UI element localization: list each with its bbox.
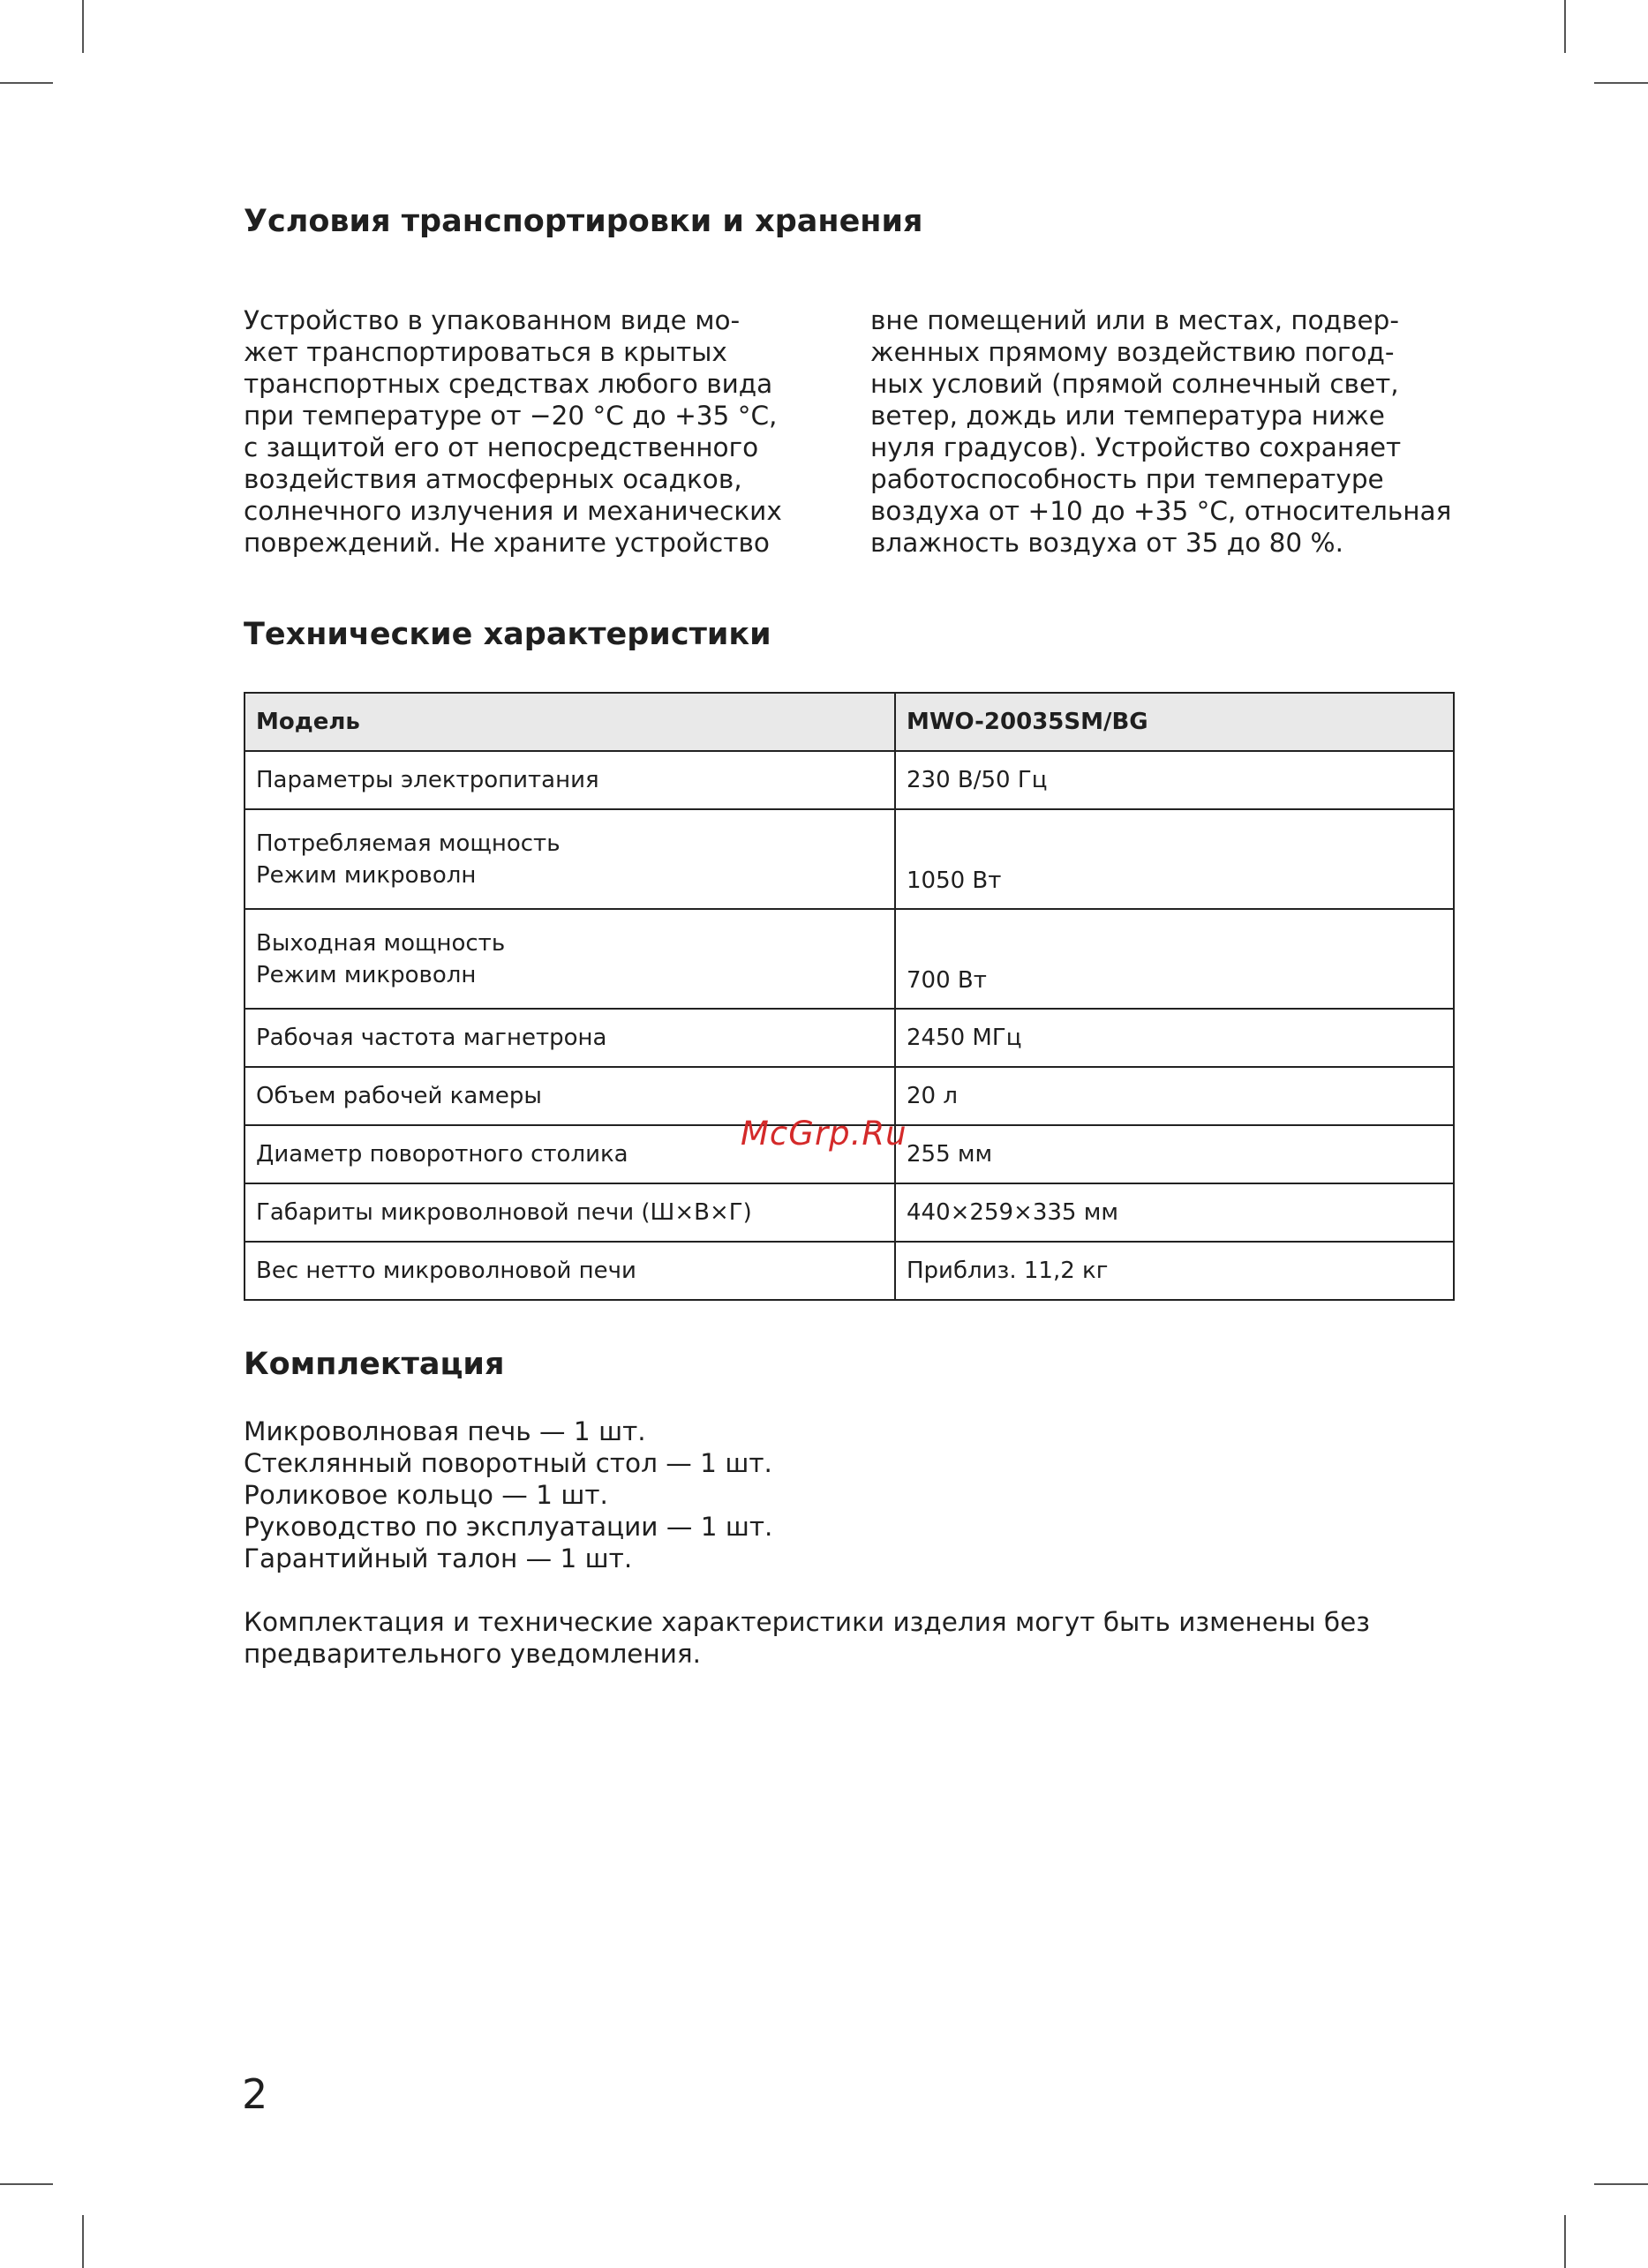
row-value: Приблиз. 11,2 кг	[895, 1242, 1454, 1300]
crop-mark	[82, 2215, 84, 2268]
page-number: 2	[242, 2070, 268, 2118]
list-item: Микроволновая печь — 1 шт.	[244, 1416, 646, 1446]
table-row	[245, 1009, 1454, 1067]
row-value: 1050 Вт	[895, 809, 1454, 909]
crop-mark	[1594, 82, 1648, 84]
crop-mark	[1564, 0, 1566, 53]
transport-text-column-1: Устройство в упакованном виде мо- жет транспортироваться в крытых транспортных средствах любого вида при температуре от −20 °C до +35 °C, с защитой его от непосредственного воздействия атмосферных осадков, солнечного излучения и механических повреждений. Не храните устройство	[244, 305, 782, 558]
transport-heading: Условия транспортировки и хранения	[244, 204, 923, 239]
row-label: Параметры электропитания	[245, 751, 895, 809]
row-value: 230 В/50 Гц	[895, 751, 1454, 809]
row-label-cell	[245, 909, 895, 1009]
package-heading: Комплектация	[244, 1347, 505, 1382]
row-label: Объем рабочей камеры	[245, 1067, 895, 1125]
row-label: Выходная мощность	[256, 929, 506, 957]
table-header-row	[245, 693, 1454, 751]
watermark: McGrp.Ru	[741, 1115, 907, 1153]
transport-text-column-2: вне помещений или в местах, подвер- женных прямому воздействию погод- ных условий (прямой солнечный свет, ветер, дождь или температура ниже нуля градусов). Устройство сохраняет работоспособность при температуре воздуха от +10 до +35 °C, относительная влажность воздуха от 35 до 80 %.	[870, 305, 1452, 558]
row-label: Габариты микроволновой печи (Ш×В×Г)	[245, 1183, 895, 1242]
row-value: 440×259×335 мм	[895, 1183, 1454, 1242]
crop-mark	[1564, 2215, 1566, 2268]
table-row	[245, 1183, 1454, 1242]
row-sublabel: Режим микроволн	[256, 961, 477, 988]
row-value: 20 л	[895, 1067, 1454, 1125]
specs-table	[244, 692, 1455, 1301]
row-label: Вес нетто микроволновой печи	[245, 1242, 895, 1300]
row-label: Рабочая частота магнетрона	[245, 1009, 895, 1067]
list-item: Руководство по эксплуатации — 1 шт.	[244, 1512, 773, 1542]
row-value: 2450 МГц	[895, 1009, 1454, 1067]
crop-mark	[0, 2183, 53, 2185]
table-row	[245, 1242, 1454, 1300]
list-item: Стеклянный поворотный стол — 1 шт.	[244, 1448, 772, 1478]
table-header-value: MWO-20035SM/BG	[895, 693, 1454, 751]
list-item: Роликовое кольцо — 1 шт.	[244, 1480, 608, 1510]
specs-heading: Технические характеристики	[244, 617, 771, 652]
table-row	[245, 809, 1454, 909]
crop-mark	[1594, 2183, 1648, 2185]
table-row	[245, 909, 1454, 1009]
package-list	[244, 1416, 772, 1574]
row-value: 700 Вт	[895, 909, 1454, 1009]
row-value: 255 мм	[895, 1125, 1454, 1183]
table-row	[245, 751, 1454, 809]
row-label: Диаметр поворотного столика	[245, 1125, 895, 1183]
row-label: Потребляемая мощность	[256, 830, 561, 857]
package-note: Комплектация и технические характеристики изделия могут быть изменены без предварительного уведомления.	[244, 1607, 1370, 1669]
row-sublabel: Режим микроволн	[256, 861, 477, 889]
table-header-label: Модель	[245, 693, 895, 751]
crop-mark	[82, 0, 84, 53]
list-item: Гарантийный талон — 1 шт.	[244, 1543, 633, 1573]
row-label-cell	[245, 809, 895, 909]
crop-mark	[0, 82, 53, 84]
